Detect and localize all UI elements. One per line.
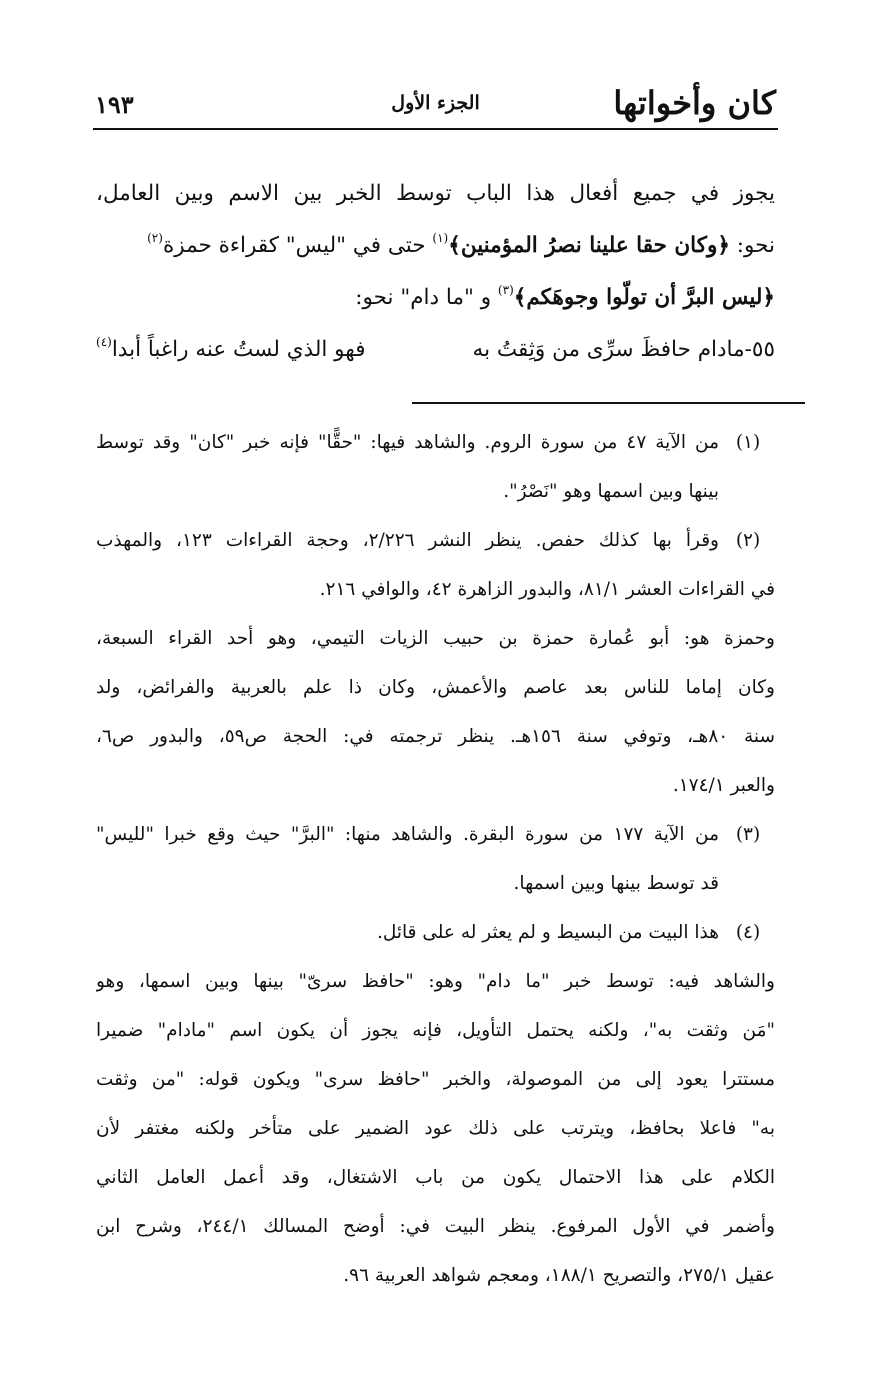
footnote-line: هذا البيت من البسيط و لم يعثر له على قائل. (376, 922, 719, 943)
running-header (95, 82, 776, 128)
footnote-ref: (٢) (147, 231, 163, 245)
verse-first-hemistich: ٥٥-مادام حافظَ سرِّى من وَثِقتُ به (472, 337, 775, 362)
footnote-number: (٣) (735, 824, 761, 845)
footnote-number: (٢) (735, 530, 761, 551)
footnote-line: الكلام على هذا الاحتمال يكون من باب الاشتغال، وقد أعمل العامل الثاني (96, 1167, 775, 1188)
quran-quote: ﴿ليس البرَّ أن تولّوا وجوهَكم﴾ (513, 285, 775, 310)
footnote-2 (96, 516, 775, 810)
footnote-ref: (١) (432, 231, 449, 245)
footnote-line: بينها وبين اسمها وهو "نَصْرُ". (503, 481, 719, 502)
footnote-line: "مَن وثقت به"، ولكنه يحتمل التأويل، فإنه يجوز أن يكون اسم "مادام" ضميرا (96, 1020, 775, 1041)
volume-label: الجزء الأول (391, 92, 480, 114)
main-text (96, 168, 775, 376)
footnote-line: من الآية ٤٧ من سورة الروم. والشاهد فيها: "حقًّا" فإنه خبر "كان" وقد توسط (96, 432, 719, 453)
footnote-divider (412, 402, 805, 404)
footnote-4 (96, 908, 775, 1300)
body-line (96, 220, 775, 272)
footnote-line: وحمزة هو: أبو عُمارة حمزة بن حبيب الزيات التيمي، وهو أحد القراء السبعة، (96, 628, 775, 649)
footnote-line: قد توسط بينها وبين اسمها. (513, 873, 719, 894)
header-divider (93, 128, 778, 130)
page-number: ١٩٣ (95, 90, 134, 119)
footnote-line: مستترا يعود إلى من الموصولة، والخبر "حافظ سرى" ويكون قوله: "من وثقت (96, 1069, 775, 1090)
footnote-line: والشاهد فيه: توسط خبر "ما دام" وهو: "حافظ سرىّ" بينها وبين اسمها، وهو (96, 971, 775, 992)
footnote-1 (96, 418, 775, 516)
footnote-line: سنة ٨٠هـ، وتوفي سنة ١٥٦هـ. ينظر ترجمته في: الحجة ص٥٩، والبدور ص٦، (96, 726, 775, 747)
verse-second-hemistich (96, 324, 365, 376)
verse-second-text: فهو الذي لستُ عنه راغباً أبدا (111, 337, 366, 362)
footnote-3 (96, 810, 775, 908)
quran-quote: ﴿وكان حقا علينا نصرُ المؤمنين﴾ (448, 233, 730, 258)
footnote-line: في القراءات العشر ٨١/١، والبدور الزاهرة ٤٢، والوافي ٢١٦. (319, 579, 775, 600)
footnote-ref: (٤) (96, 335, 112, 349)
footnote-line: به" فاعلا بحافظ، ويترتب على ذلك عود الضمير على متأخر ولكنه مغتفر لأن (96, 1118, 775, 1139)
footnote-number: (١) (735, 432, 761, 453)
body-line (96, 272, 775, 324)
body-text-fragment: حتى في "ليس" كقراءة حمزة (162, 233, 433, 258)
body-line: يجوز في جميع أفعال هذا الباب توسط الخبر بين الاسم وبين العامل، (96, 181, 775, 206)
footnote-line: وكان إماما للناس بعد عاصم والأعمش، وكان ذا علم بالعربية والفرائض، ولد (96, 677, 775, 698)
footnote-line: والعبر ١٧٤/١. (672, 775, 775, 796)
footnote-line: وأضمر في الأول المرفوع. ينظر البيت في: أوضح المسالك ٢٤٤/١، وشرح ابن (96, 1216, 775, 1237)
poetry-verse (96, 324, 775, 376)
body-text-fragment: نحو: (729, 233, 775, 258)
footnote-line: من الآية ١٧٧ من سورة البقرة. والشاهد منها: "البرَّ" حيث وقع خبرا "لليس" (96, 824, 719, 845)
footnote-number: (٤) (735, 922, 761, 943)
footnote-line: عقيل ٢٧٥/١، والتصريح ١٨٨/١، ومعجم شواهد العربية ٩٦. (343, 1265, 775, 1286)
footnote-line: وقرأ بها كذلك حفص. ينظر النشر ٢/٢٢٦، وحجة القراءات ١٢٣، والمهذب (96, 530, 719, 551)
chapter-title: كان وأخواتها (613, 84, 776, 122)
body-text-fragment: و "ما دام" نحو: (355, 285, 498, 310)
footnote-ref: (٣) (497, 283, 514, 297)
footnotes (96, 418, 775, 1300)
